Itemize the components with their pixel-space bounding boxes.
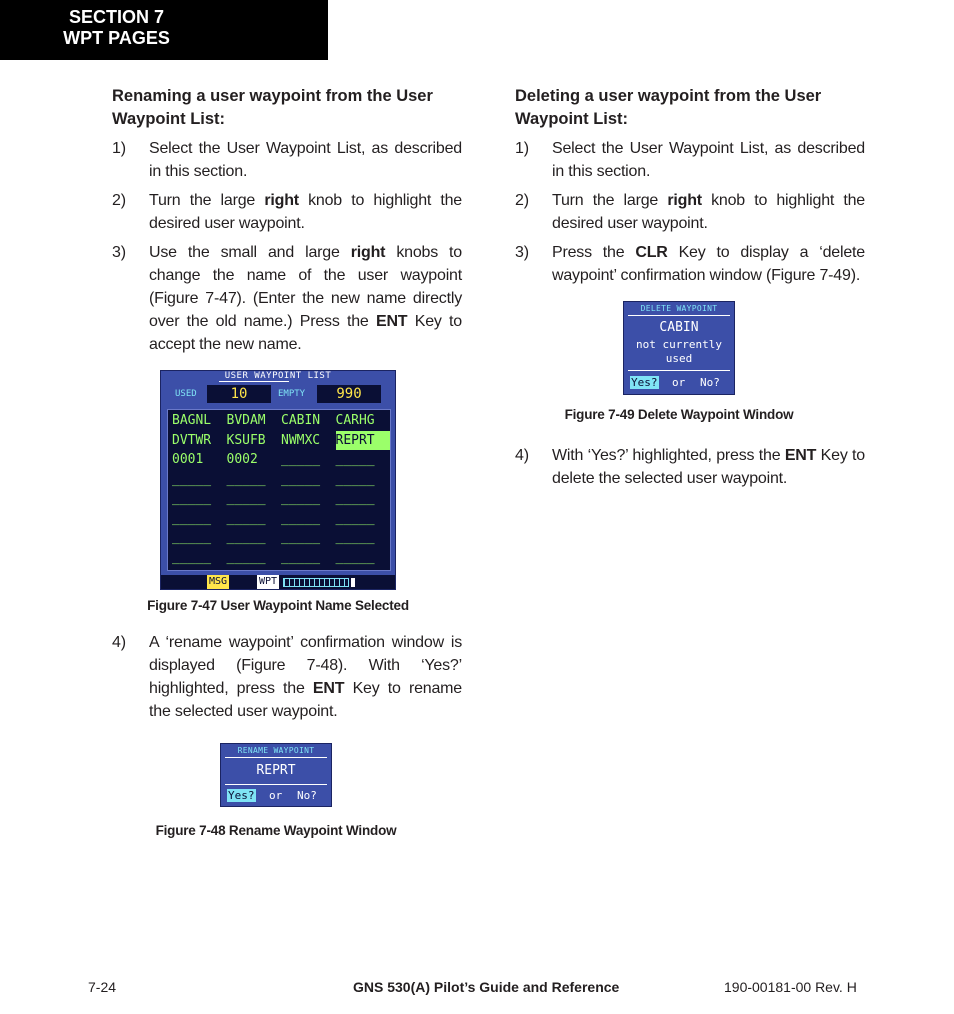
rename-heading: Renaming a user waypoint from the User Waypoint List: bbox=[112, 87, 433, 128]
waypoint-cell[interactable]: NWMXC bbox=[281, 432, 321, 448]
figure-7-49 bbox=[564, 301, 794, 422]
delete-name: CABIN bbox=[659, 320, 699, 335]
yes-option[interactable]: Yes? bbox=[631, 376, 658, 389]
or-text: or bbox=[672, 376, 686, 389]
waypoint-cell[interactable]: _____ bbox=[226, 530, 266, 545]
waypoint-cell[interactable]: _____ bbox=[281, 530, 321, 545]
key-right: right bbox=[667, 192, 702, 209]
delete-steps bbox=[515, 137, 865, 287]
waypoint-cell[interactable]: CABIN bbox=[281, 413, 321, 428]
table-row bbox=[172, 431, 390, 451]
yes-option[interactable]: Yes? bbox=[228, 789, 255, 802]
key-ent: ENT bbox=[784, 447, 817, 464]
footer-doc-number: 190-00181-00 Rev. H bbox=[724, 979, 857, 995]
waypoint-cell[interactable]: _____ bbox=[281, 510, 321, 526]
delete-heading: Deleting a user waypoint from the User Waypoint List: bbox=[515, 87, 822, 128]
key-right: right bbox=[264, 192, 299, 209]
waypoint-cell[interactable]: _____ bbox=[335, 549, 375, 565]
footer-title: GNS 530(A) Pilot’s Guide and Reference bbox=[353, 979, 620, 995]
delete-step-3: 3) Press the CLR Key to display a ‘delete waypoint’ confirmation window (Figure 7-49). bbox=[515, 244, 865, 284]
waypoint-cell[interactable]: CARHG bbox=[335, 413, 375, 428]
figure-7-48-caption: Figure 7-48 Rename Waypoint Window bbox=[155, 823, 397, 838]
waypoint-cell[interactable]: _____ bbox=[335, 471, 375, 487]
rename-title: RENAME WAYPOINT bbox=[237, 746, 315, 755]
waypoint-cell[interactable]: _____ bbox=[226, 471, 266, 487]
figure-7-47 bbox=[147, 370, 409, 613]
table-row bbox=[172, 411, 390, 431]
table-row bbox=[172, 509, 390, 529]
status-bar bbox=[161, 575, 395, 589]
used-label: USED bbox=[175, 389, 197, 399]
wpt-group-label: WPT bbox=[259, 576, 278, 587]
waypoint-cell[interactable]: _____ bbox=[172, 549, 212, 565]
waypoint-grid bbox=[167, 409, 391, 571]
waypoint-cell[interactable]: _____ bbox=[172, 530, 212, 545]
rename-step-4: 4) A ‘rename waypoint’ confirmation window is displayed (Figure 7-48). With ‘Yes?’ highlighted, press the ENT Key to rename the selected user waypoint. bbox=[112, 634, 462, 720]
page-indicator bbox=[283, 578, 349, 587]
waypoint-cell[interactable]: 0001 bbox=[172, 452, 204, 467]
waypoint-cell-selected[interactable]: REPRT bbox=[336, 431, 391, 451]
waypoint-cell[interactable]: _____ bbox=[281, 491, 321, 506]
table-row bbox=[172, 450, 390, 470]
rename-steps bbox=[112, 137, 462, 356]
waypoint-cell[interactable]: _____ bbox=[172, 510, 212, 526]
waypoint-cell[interactable]: _____ bbox=[172, 491, 212, 506]
waypoint-cell[interactable]: BVDAM bbox=[226, 413, 266, 428]
key-clr: CLR bbox=[635, 244, 668, 261]
footer-page-number: 7-24 bbox=[88, 979, 117, 995]
delete-status-line-1: not currently bbox=[635, 338, 723, 351]
key-ent: ENT bbox=[312, 680, 345, 697]
used-value: 10 bbox=[207, 385, 271, 403]
key-right: right bbox=[350, 244, 386, 261]
section-number: SECTION 7 bbox=[68, 7, 165, 27]
rename-name: REPRT bbox=[256, 763, 296, 778]
waypoint-cell[interactable]: _____ bbox=[281, 471, 321, 487]
table-row bbox=[172, 489, 390, 509]
no-option[interactable]: No? bbox=[297, 789, 317, 802]
waypoint-cell[interactable]: KSUFB bbox=[226, 432, 266, 448]
figure-7-48 bbox=[155, 743, 397, 838]
delete-step-1: 1) Select the User Waypoint List, as described in this section. bbox=[515, 140, 865, 180]
waypoint-cell[interactable]: _____ bbox=[335, 491, 375, 506]
or-text: or bbox=[269, 789, 283, 802]
rename-waypoint-screen bbox=[220, 743, 332, 807]
table-row bbox=[172, 528, 390, 548]
delete-step-4-list bbox=[515, 444, 865, 490]
msg-annunciator: MSG bbox=[209, 576, 228, 587]
page-indicator-active bbox=[351, 578, 355, 587]
waypoint-cell[interactable]: 0002 bbox=[226, 452, 258, 467]
rename-step-2: 2) Turn the large right knob to highlight the desired user waypoint. bbox=[112, 192, 463, 232]
key-ent: ENT bbox=[375, 313, 408, 330]
waypoint-cell[interactable]: _____ bbox=[335, 530, 375, 545]
waypoint-cell[interactable]: _____ bbox=[281, 549, 321, 565]
waypoint-cell[interactable]: _____ bbox=[281, 452, 321, 467]
rename-step-1: 1) Select the User Waypoint List, as described in this section. bbox=[112, 140, 462, 180]
no-option[interactable]: No? bbox=[700, 376, 720, 389]
delete-waypoint-screen bbox=[623, 301, 735, 395]
waypoint-cell[interactable]: _____ bbox=[335, 510, 375, 526]
user-waypoint-list-screen bbox=[160, 370, 396, 590]
rename-step-3: 3) Use the small and large right knobs to change the name of the user waypoint (Figure 7-47). (Enter the new name directly over the old name.) Press the ENT Key to accept the new name. bbox=[112, 244, 463, 353]
waypoint-cell[interactable]: _____ bbox=[226, 491, 266, 506]
waypoint-cell[interactable]: _____ bbox=[172, 471, 212, 487]
empty-label: EMPTY bbox=[278, 389, 306, 399]
delete-step-2: 2) Turn the large right knob to highlight the desired user waypoint. bbox=[515, 192, 866, 232]
figure-7-49-caption: Figure 7-49 Delete Waypoint Window bbox=[564, 407, 794, 422]
delete-title: DELETE WAYPOINT bbox=[640, 304, 718, 313]
empty-value: 990 bbox=[317, 385, 381, 403]
delete-status-line-2: used bbox=[665, 352, 693, 365]
left-column bbox=[112, 85, 462, 838]
waypoint-cell[interactable]: BAGNL bbox=[172, 413, 212, 428]
table-row bbox=[172, 470, 390, 490]
right-column bbox=[515, 85, 865, 496]
waypoint-cell[interactable]: DVTWR bbox=[172, 432, 212, 448]
waypoint-cell[interactable]: _____ bbox=[335, 452, 375, 467]
waypoint-cell[interactable]: _____ bbox=[226, 549, 266, 565]
section-tab bbox=[0, 0, 328, 60]
figure-7-47-caption: Figure 7-47 User Waypoint Name Selected bbox=[147, 598, 409, 613]
table-row bbox=[172, 548, 390, 568]
waypoint-cell[interactable]: _____ bbox=[226, 510, 266, 526]
rename-step-4-list bbox=[112, 631, 462, 723]
screen-title: USER WAYPOINT LIST bbox=[224, 371, 332, 381]
section-title: WPT PAGES bbox=[63, 28, 170, 48]
delete-step-4: 4) With ‘Yes?’ highlighted, press the ENT Key to delete the selected user waypoint. bbox=[515, 447, 865, 487]
